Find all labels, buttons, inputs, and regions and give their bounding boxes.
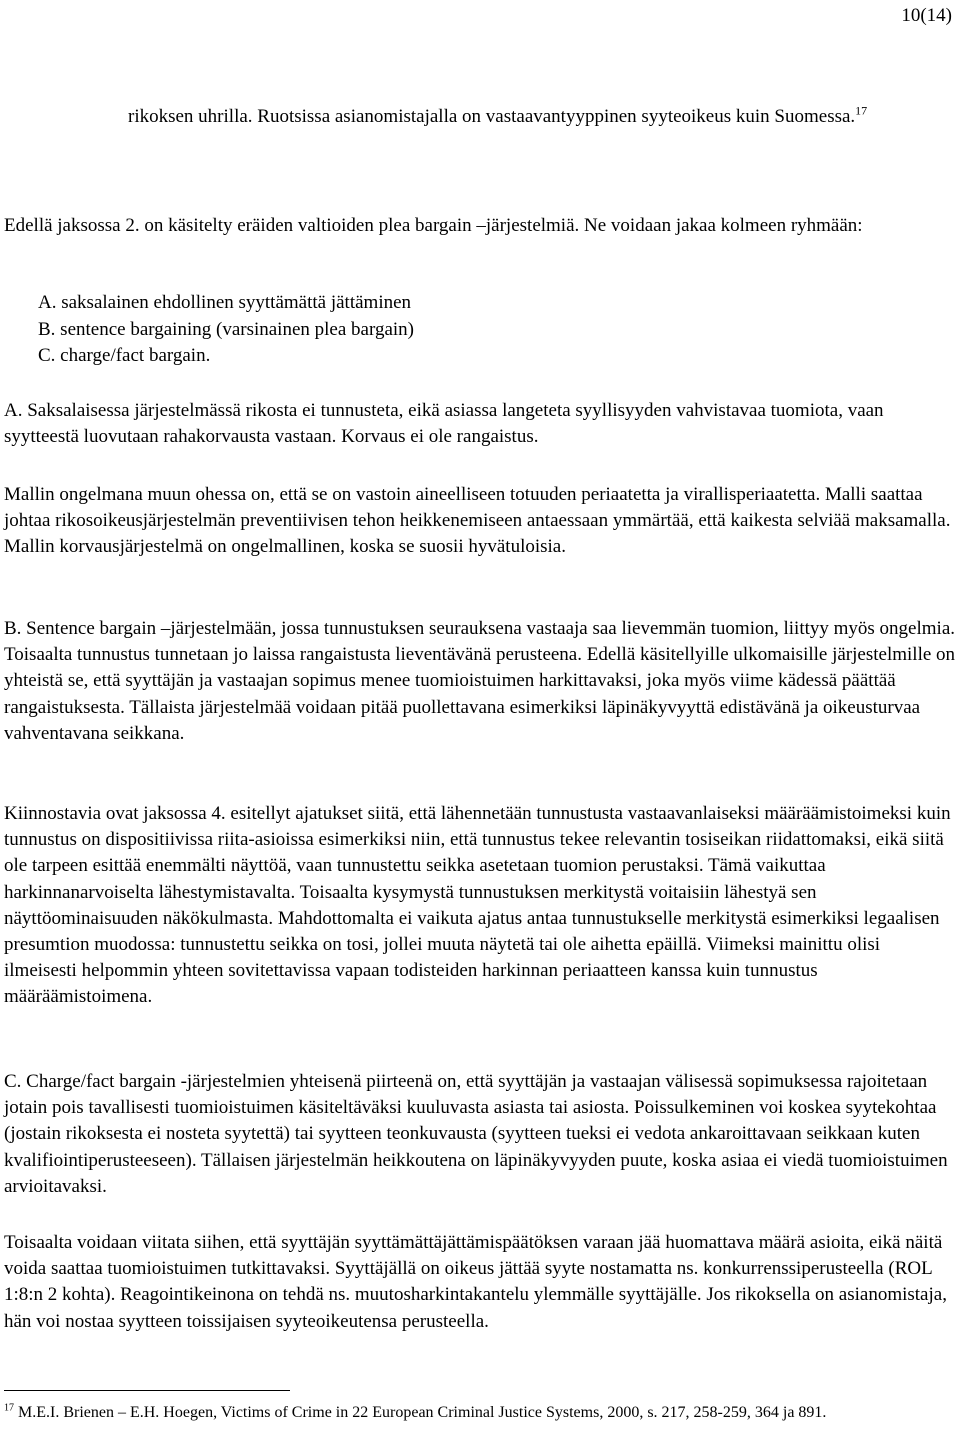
intro-paragraph bbox=[128, 104, 948, 130]
category-list bbox=[38, 290, 414, 370]
paragraph-b-sentence-bargain: B. Sentence bargain –järjestelmään, jossa tunnustuksen seurauksena vastaaja saa lievemmän tuomion, liittyy myös ongelmia. Toisaalta tunnustus tunnetaan jo laissa rangaistusta lieventävänä perusteena. Edellä käsitellyille ulkomaisille järjestelmille on yhteistä se, että syyttäjän ja vastaajan sopimus menee tuomioistuimen harkittavaksi, joka myös viime kädessä päättää rangaistuksesta. Tällaista järjestelmää voidaan pitää puollettavana esimerkiksi läpinäkyvyyttä edistävänä ja oikeusturvaa vahventavana seikkana. bbox=[4, 618, 956, 744]
footnote-reference[interactable]: 17 bbox=[855, 103, 868, 118]
list-item: B. sentence bargaining (varsinainen plea bargain) bbox=[38, 318, 414, 340]
paragraph-categories-intro: Edellä jaksossa 2. on käsitelty eräiden valtioiden plea bargain –järjestelmiä. Ne voidaan jakaa kolmeen ryhmään: bbox=[4, 215, 863, 236]
paragraph-a-description: A. Saksalaisessa järjestelmässä rikosta ei tunnusteta, eikä asiassa langeteta syyllisyyden vahvistavaa tuomiota, vaan syytteestä luovutaan rahakorvausta vastaan. Korvaus ei ole rangaistus. bbox=[4, 400, 884, 448]
footnote-separator bbox=[4, 1390, 290, 1391]
paragraph-c-charge-fact-bargain: C. Charge/fact bargain -järjestelmien yhteisenä piirteenä on, että syyttäjän ja vastaajan välisessä sopimuksessa rajoitetaan jotain pois tavallisesti tuomioistuimen käsiteltäväksi kuuluvasta asiasta tai asiosta. Poissulkeminen voi koskea syytekohtaa (jostain rikoksesta ei nosteta syytettä) tai syytteen teonkuvausta (syytteen tueksi ei vedota ankaroittavaan seikkaan kuten kvalifiointiperusteeseen). Tällaisen järjestelmän heikkoutena on läpinäkyvyyden puute, koska asiaa ei viedä tuomioistuimen arvioitavaksi. bbox=[4, 1071, 948, 1197]
footnote-number: 17 bbox=[4, 1402, 14, 1414]
footnote-text: M.E.I. Brienen – E.H. Hoegen, Victims of Crime in 22 European Criminal Justice Systems, 2000, s. 217, 258-259, 364 ja 891. bbox=[18, 1404, 827, 1421]
list-item: A. saksalainen ehdollinen syyttämättä jättäminen bbox=[38, 292, 412, 313]
footnote bbox=[4, 1402, 956, 1424]
paragraph-interesting-ideas: Kiinnostavia ovat jaksossa 4. esitellyt ajatukset siitä, että lähennetään tunnustusta vastaavanlaiseksi määräämistoimeksi kuin tunnustus on dispositiivissa riita-asioissa esimerkiksi niin, että tunnustus tekee relevantin tosiseikan riidattomaksi, eikä siitä ole tarpeen esittää enemmälti näyttöä, vaan tunnustettu seikka asetetaan tuomion perustaksi. Tämä vaikuttaa harkinnanarvoiselta lähestymistavalta. Toisaalta kysymystä tunnustuksen merkitystä voitaisiin lähestyä sen näyttöominaisuuden näkökulmasta. Mahdottomalta ei vaikuta ajatus antaa tunnustukselle merkitystä esimerkiksi legaalisen presumtion muodossa: tunnustettu seikka on tosi, jollei muuta näytetä tai ole aihetta epäillä. Viimeksi mainittu olisi ilmeisesti helpommin yhteen sovitettavissa vapaan todisteiden harkinnan periaatteen kanssa kuin tunnustus määräämistoimena. bbox=[4, 803, 951, 1008]
page-number: 10(14) bbox=[901, 5, 952, 26]
paragraph-a-problems: Mallin ongelmana muun ohessa on, että se on vastoin aineelliseen totuuden periaatetta ja virallisperiaatetta. Malli saattaa johtaa rikosoikeusjärjestelmän preventiivisen tehon heikkenemiseen antaessaan ymmärtää, että kaikesta selviää maksamalla. Mallin korvausjärjestelmä on ongelmallinen, koska se suosii hyvätuloisia. bbox=[4, 484, 951, 558]
list-item: C. charge/fact bargain. bbox=[38, 345, 211, 366]
intro-text: rikoksen uhrilla. Ruotsissa asianomistajalla on vastaavantyyppinen syyteoikeus kuin Suomessa. bbox=[128, 106, 856, 127]
paragraph-prosecutor-discretion: Toisaalta voidaan viitata siihen, että syyttäjän syyttämättäjättämispäätöksen varaan jää huomattava määrä asioita, eikä näitä voida saattaa tuomioistuimen tutkittavaksi. Syyttäjällä on oikeus jättää syyte nostamatta ns. konkurrenssiperusteella (ROL 1:8:n 2 kohta). Reagointikeinona on tehdä ns. muutosharkintakantelu ylemmälle syyttäjälle. Jos rikoksella on asianomistaja, hän voi nostaa syytteen toissijaisen syyteoikeutensa perusteella. bbox=[4, 1232, 947, 1332]
